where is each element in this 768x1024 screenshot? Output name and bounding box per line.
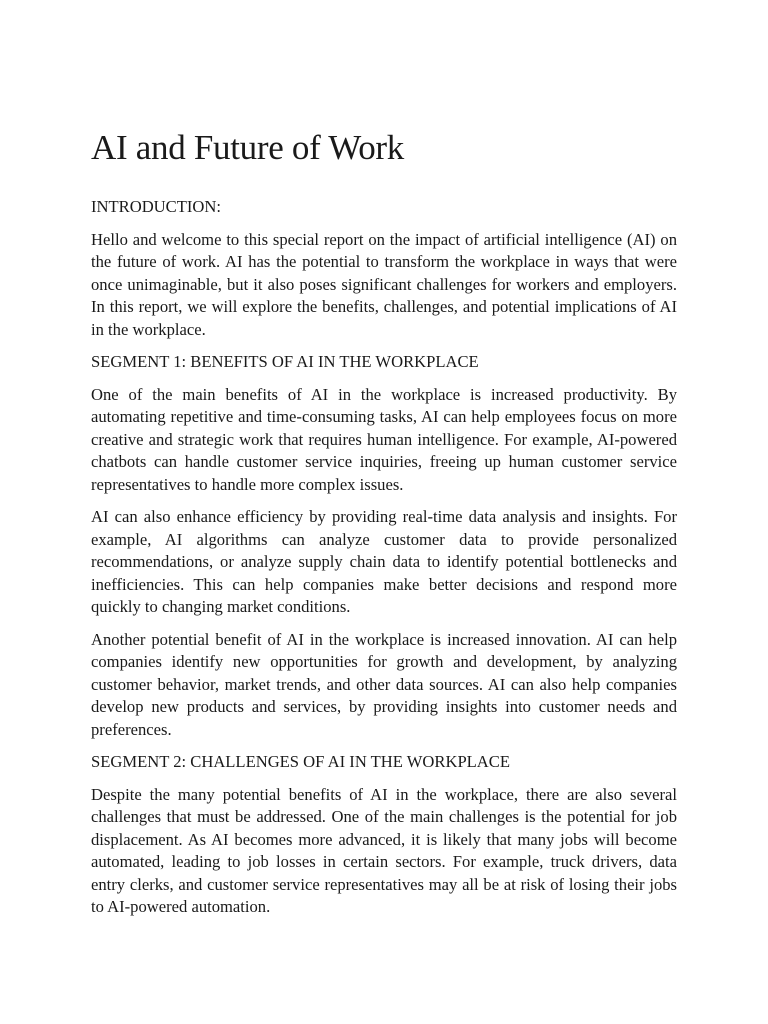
section-heading: INTRODUCTION:: [91, 197, 221, 216]
section-benefits: [91, 351, 677, 741]
section-introduction: [91, 196, 677, 341]
paragraph: Despite the many potential benefits of AI in the workplace, there are also several challenges that must be addressed. One of the main challenges is the potential for job displacement. As AI becomes more advanced, it is likely that many jobs will become automated, leading to job losses in certain sectors. For example, truck drivers, data entry clerks, and customer service representatives may all be at risk of losing their jobs to AI-powered automation.: [91, 784, 677, 916]
paragraph: One of the main benefits of AI in the workplace is increased productivity. By automating repetitive and time-consuming tasks, AI can help employees focus on more creative and strategic work that requires human intelligence. For example, AI-powered chatbots can handle customer service inquiries, freeing up human customer service representatives to handle more complex issues.: [91, 384, 677, 494]
document-title: AI and Future of Work: [91, 128, 404, 167]
section-challenges: [91, 751, 677, 919]
document-page: [91, 126, 677, 929]
paragraph: Hello and welcome to this special report on the impact of artificial intelligence (AI) on the future of work. AI has the potential to transform the workplace in ways that were once unimaginable, but it also poses significant challenges for workers and employers. In this report, we will explore the benefits, challenges, and potential implications of AI in the workplace.: [91, 229, 677, 339]
paragraph: Another potential benefit of AI in the workplace is increased innovation. AI can help companies identify new opportunities for growth and development, by analyzing customer behavior, market trends, and other data sources. AI can also help companies develop new products and services, by providing insights into customer needs and preferences.: [91, 629, 677, 739]
paragraph: AI can also enhance efficiency by providing real-time data analysis and insights. For example, AI algorithms can analyze customer data to provide personalized recommendations, or analyze supply chain data to identify potential bottlenecks and inefficiencies. This can help companies make better decisions and respond more quickly to changing market conditions.: [91, 507, 677, 616]
section-heading: SEGMENT 1: BENEFITS OF AI IN THE WORKPLACE: [91, 352, 479, 371]
section-heading: SEGMENT 2: CHALLENGES OF AI IN THE WORKPLACE: [91, 752, 510, 771]
